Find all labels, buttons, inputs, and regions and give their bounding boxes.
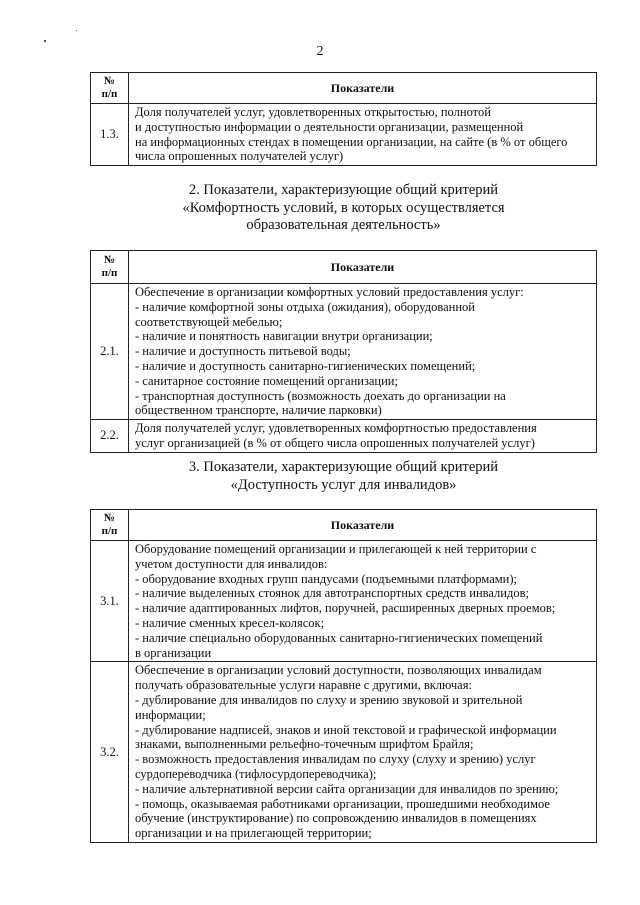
num-header-line: №: [103, 75, 116, 87]
text-line: информации;: [135, 707, 206, 722]
text-line: получать образовательные услуги наравне с другими, включая:: [135, 678, 472, 693]
text-line: - транспортная доступность (возможность доехать до организации на: [135, 388, 506, 403]
row-text: [129, 662, 597, 843]
title-line: 3. Показатели, характеризующие общий критерий: [188, 459, 499, 475]
text-line: - дублирование надписей, знаков и иной текстовой и графической информации: [135, 722, 557, 737]
scan-speck: [76, 30, 77, 31]
text-line: сурдопереводчика (тифлосурдопереводчика);: [135, 766, 377, 781]
indicators-table-2: [90, 250, 597, 453]
text-line: - наличие специально оборудованных санитарно-гигиенических помещений: [135, 630, 543, 645]
text-line: - наличие и понятность навигации внутри организации;: [135, 329, 433, 344]
row-text: [129, 104, 597, 166]
table-header-row: [91, 251, 597, 284]
text-line: - санитарное состояние помещений организации;: [135, 373, 398, 388]
text-line: услуг организацией (в % от общего числа опрошенных получателей услуг): [135, 435, 535, 450]
row-number: 2.1.: [91, 284, 129, 420]
text-line: - наличие комфортной зоны отдыха (ожидания), оборудованной: [135, 299, 475, 314]
text-line: обучение (инструктирование) по сопровождению инвалидов в помещениях: [135, 811, 537, 826]
text-line: Обеспечение в организации условий доступности, позволяющих инвалидам: [135, 663, 542, 678]
num-header-line: п/п: [101, 267, 118, 279]
num-header-line: п/п: [101, 525, 118, 537]
section-2-title: [90, 182, 597, 235]
row-number: 3.2.: [91, 662, 129, 843]
text-line: - дублирование для инвалидов по слуху и зрению звуковой и зрительной: [135, 692, 523, 707]
table-row: [91, 541, 597, 662]
indicators-header: Показатели: [129, 251, 597, 284]
indicators-header: Показатели: [129, 510, 597, 541]
text-line: числа опрошенных получателей услуг): [135, 149, 344, 164]
text-line: Оборудование помещений организации и прилегающей к ней территории с: [135, 542, 537, 556]
title-line: «Комфортность условий, в которых осуществляется: [182, 199, 505, 216]
indicators-table-1: [90, 72, 597, 166]
text-line: - наличие выделенных стоянок для автотранспортных средств инвалидов;: [135, 586, 529, 601]
indicators-header: Показатели: [129, 73, 597, 104]
text-line: - наличие сменных кресел-колясок;: [135, 615, 325, 630]
text-line: Доля получателей услуг, удовлетворенных открытостью, полнотой: [135, 105, 491, 119]
table-row: [91, 104, 597, 166]
text-line: организации и на прилегающей территории;: [135, 826, 372, 841]
table-row: [91, 284, 597, 420]
text-line: - оборудование входных групп пандусами (подъемными платформами);: [135, 571, 517, 586]
title-line: «Доступность услуг для инвалидов»: [230, 476, 457, 493]
title-line: образовательная деятельность»: [246, 217, 441, 233]
title-line: 2. Показатели, характеризующие общий критерий: [188, 182, 499, 198]
table-row: [91, 662, 597, 843]
num-header-line: №: [103, 254, 116, 266]
text-line: на информационных стендах в помещении организации, на сайте (в % от общего: [135, 134, 568, 149]
table-row: [91, 420, 597, 453]
row-number: 3.1.: [91, 541, 129, 662]
text-line: Обеспечение в организации комфортных условий предоставления услуг:: [135, 285, 524, 299]
indicators-table-3: [90, 509, 597, 843]
table-header-row: [91, 510, 597, 541]
text-line: соответствующей мебелью;: [135, 314, 283, 329]
num-header-line: №: [103, 512, 116, 524]
text-line: - возможность предоставления инвалидам по слуху (слуху и зрению) услуг: [135, 752, 536, 767]
section-3-title: [90, 459, 597, 494]
text-line: - наличие адаптированных лифтов, поручней, расширенных дверных проемов;: [135, 601, 556, 616]
row-text: [129, 420, 597, 453]
num-header: [91, 73, 129, 104]
text-line: Доля получателей услуг, удовлетворенных комфортностью предоставления: [135, 421, 537, 436]
text-line: и доступностью информации о деятельности организации, размещенной: [135, 119, 524, 134]
text-line: учетом доступности для инвалидов:: [135, 556, 328, 571]
page-number: 2: [316, 44, 324, 59]
text-line: общественном транспорте, наличие парковки): [135, 403, 382, 418]
text-line: - помощь, оказываемая работниками организации, прошедшими необходимое: [135, 796, 550, 811]
num-header: [91, 251, 129, 284]
num-header-line: п/п: [101, 88, 118, 100]
text-line: - наличие и доступность питьевой воды;: [135, 344, 351, 359]
text-line: знаками, выполненными рельефно-точечным шрифтом Брайля;: [135, 737, 474, 752]
text-line: в организации: [135, 645, 212, 660]
row-text: [129, 541, 597, 662]
text-line: - наличие альтернативной версии сайта организации для инвалидов по зрению;: [135, 781, 559, 796]
table-header-row: [91, 73, 597, 104]
row-number: 2.2.: [91, 420, 129, 453]
scan-speck: [44, 40, 46, 42]
row-number: 1.3.: [91, 104, 129, 166]
text-line: - наличие и доступность санитарно-гигиенических помещений;: [135, 358, 476, 373]
row-text: [129, 284, 597, 420]
num-header: [91, 510, 129, 541]
